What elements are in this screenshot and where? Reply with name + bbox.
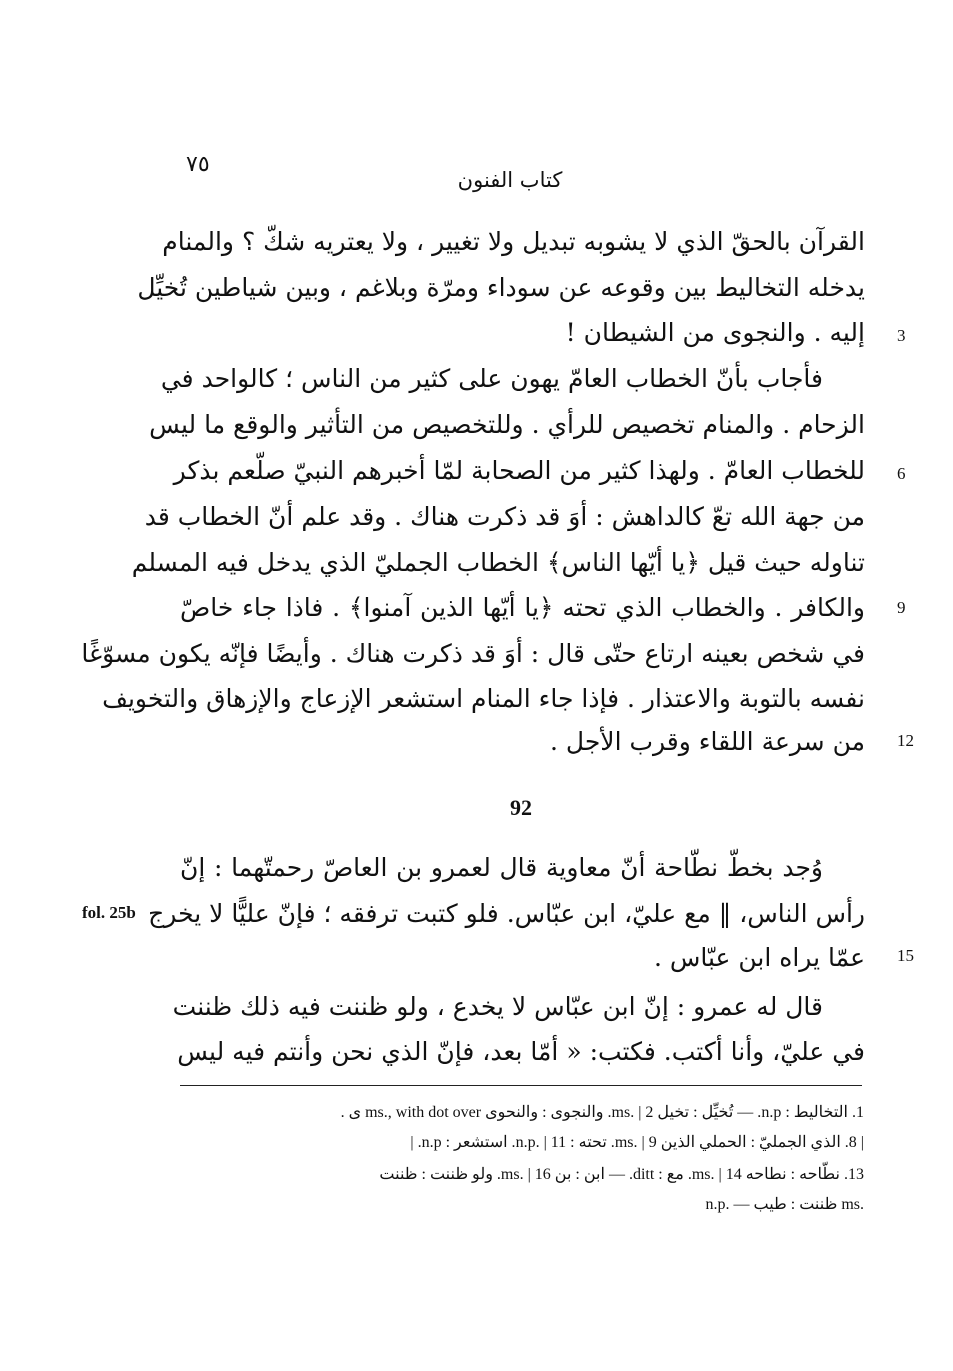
line-number: 6 <box>897 464 906 483</box>
line-number: 12 <box>897 731 914 750</box>
text-line: رأس الناس، ‖ مع عليّ، ابن عبّاس. فلو كتبت ترفقه ؛ فإنّ عليًّا لا يخرج <box>148 899 865 928</box>
text-line: عمّا يراه ابن عبّاس . <box>653 943 865 972</box>
text-line: من سرعة اللقاء وقرب الأجل . <box>550 727 865 756</box>
line-number: 15 <box>897 946 914 965</box>
section-number: 92 <box>510 795 532 820</box>
text-line: تناوله حيث قيل ﴿يا أيّها الناس﴾ الخطاب الجمليّ الذي يدخل فيه المسلم <box>131 548 865 577</box>
text-line: في شخص بعينه ارتاع حتّى قال : أوَ قد ذكرت هناك . وأيضًا فإنّه يكون مسوّغًا <box>81 639 865 668</box>
running-title: كتاب الفنون <box>457 168 563 192</box>
text-line: وُجد بخطّ نطّاحة أنّ معاوية قال لعمرو بن العاصّ رحمتّهما : إنّ <box>180 853 823 882</box>
text-line: يدخله التخاليط بين وقوعه عن سوداء ومرّة وبلاغم ، وبين شياطين تُخيِّل <box>137 273 865 302</box>
text-line: من جهة الله تعّ كالداهش : أوَ قد ذكرت هناك . وقد علم أنّ الخطاب قد <box>144 502 865 531</box>
text-line: القرآن بالحقّ الذي لا يشوبه تبديل ولا تغيير ، ولا يعتريه شكّ ؟ والمنام <box>162 227 865 256</box>
line-number: 9 <box>897 598 906 617</box>
text-line: للخطاب العامّ . ولهذا كثير من الصحابة لمّا أخبرهم النبيّ صلّعم بذكر <box>173 456 865 485</box>
footnote-line: 1. التخاليط : n.p. — تُخيِّل : تخيل ms. | 2. والنجوى : والنحوى ms., with dot over ى . <box>340 1104 864 1121</box>
text-line: في عليّ، وأنا أكتب. فكتب: « أمّا بعد، فإنّ الذي نحن وأنتم فيه ليس <box>177 1037 865 1066</box>
footnote-line: | 8. الذي الجمليّ : الحملي الذين ms. | 9. تحته : n.p. | 11. استشعر : n.p. | <box>410 1134 864 1151</box>
text-line: نفسه بالتوبة والاعتذار . فإذا جاء المنام استشعر الإزعاج والإزهاق والتخويف <box>102 684 865 713</box>
text-line: والكافر . والخطاب الذي تحته ﴿يا أيّها الذين آمنوا﴾ . فاذا جاء خاصّ <box>180 593 865 622</box>
footnote-rule <box>180 1085 862 1086</box>
page-number: ٧٥ <box>186 152 210 177</box>
footnote-line: n.p. — ظننت : طيب ms. <box>705 1196 864 1213</box>
text-line: إليه . والنجوى من الشيطان ! <box>565 318 865 347</box>
line-number: 3 <box>897 326 906 345</box>
text-line: الزحام . والمنام تخصيص للرأي . وللتخصيص من التأثير والوقع ما ليس <box>149 410 865 439</box>
footnote-line: 13. نطّاحه : نطاحه ms. | 14. مع : ditt. — ابن : بن ms. | 16. ولو ظننت : ظننت <box>379 1166 864 1183</box>
text-line: قال له عمرو : إنّ ابن عبّاس لا يخدع ، ولو ظننت فيه ذلك ظننت <box>172 992 823 1021</box>
text-line: فأجاب بأنّ الخطاب العامّ يهون على كثير من الناس ؛ كالواحد في <box>160 364 823 393</box>
folio-margin-note: fol. 25b <box>82 903 136 922</box>
